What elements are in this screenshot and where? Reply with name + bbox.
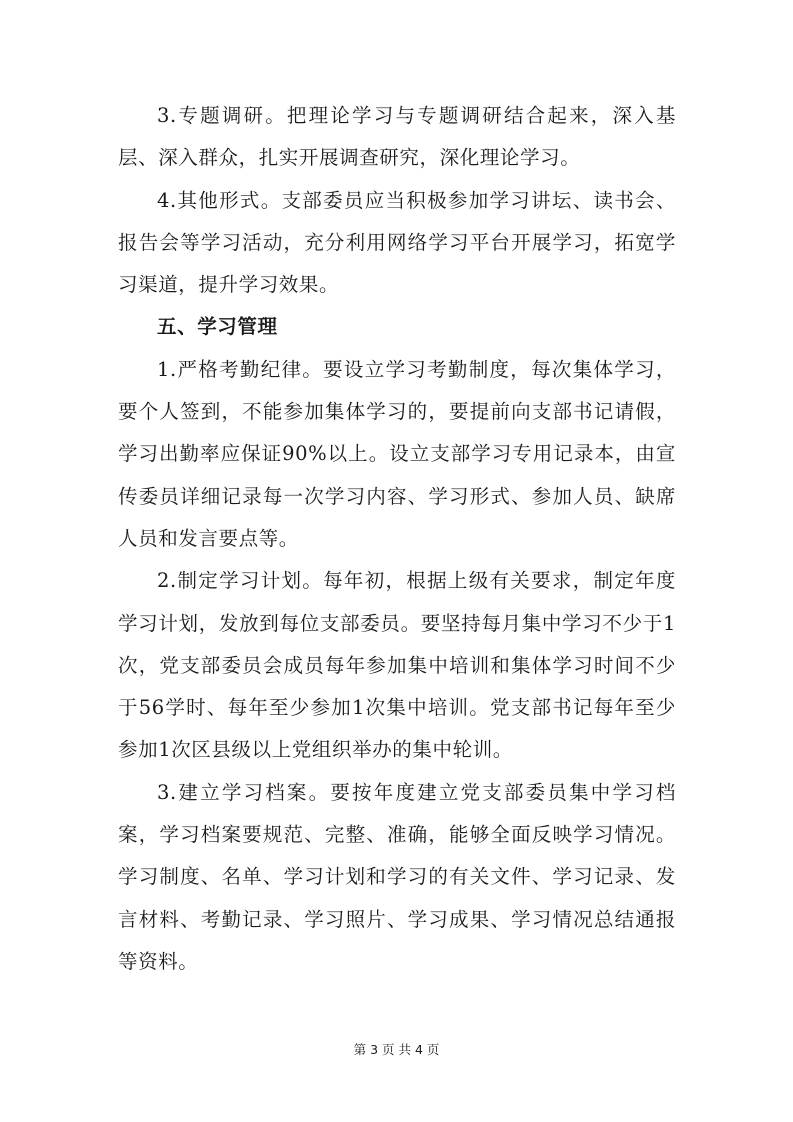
paragraph-attendance-discipline: 1.严格考勤纪律。要设立学习考勤制度，每次集体学习，要个人签到，不能参加集体学习的，要提前向支部书记请假，学习出勤率应保证90%以上。设立支部学习专用记录本，由宣传委员详细记录每一次学习内容、学习形式、参加人员、缺席人员和发言要点等。: [118, 357, 676, 550]
paragraph-special-research: 3.专题调研。把理论学习与专题调研结合起来，深入基层、深入群众，扎实开展调查研究，深化理论学习。: [118, 104, 676, 170]
document-body: [118, 95, 676, 983]
paragraph-study-archive: 3.建立学习档案。要按年度建立党支部委员集中学习档案，学习档案要规范、完整、准确，能够全面反映学习情况。学习制度、名单、学习计划和学习的有关文件、学习记录、发言材料、考勤记录、学习照片、学习成果、学习情况总结通报等资料。: [118, 780, 676, 973]
section-heading-study-management: 五、学习管理: [157, 315, 278, 339]
paragraph-other-forms: 4.其他形式。支部委员应当积极参加学习讲坛、读书会、报告会等学习活动，充分利用网络学习平台开展学习，拓宽学习渠道，提升学习效果。: [118, 188, 676, 297]
page-number-footer: 第 3 页 共 4 页: [353, 1042, 440, 1057]
paragraph-study-plan: 2.制定学习计划。每年初，根据上级有关要求，制定年度学习计划，发放到每位支部委员。要坚持每月集中学习不少于1次，党支部委员会成员每年参加集中培训和集体学习时间不少于56学时、每年至少参加1次集中培训。党支部书记每年至少参加1次区县级以上党组织举办的集中轮训。: [118, 569, 676, 762]
